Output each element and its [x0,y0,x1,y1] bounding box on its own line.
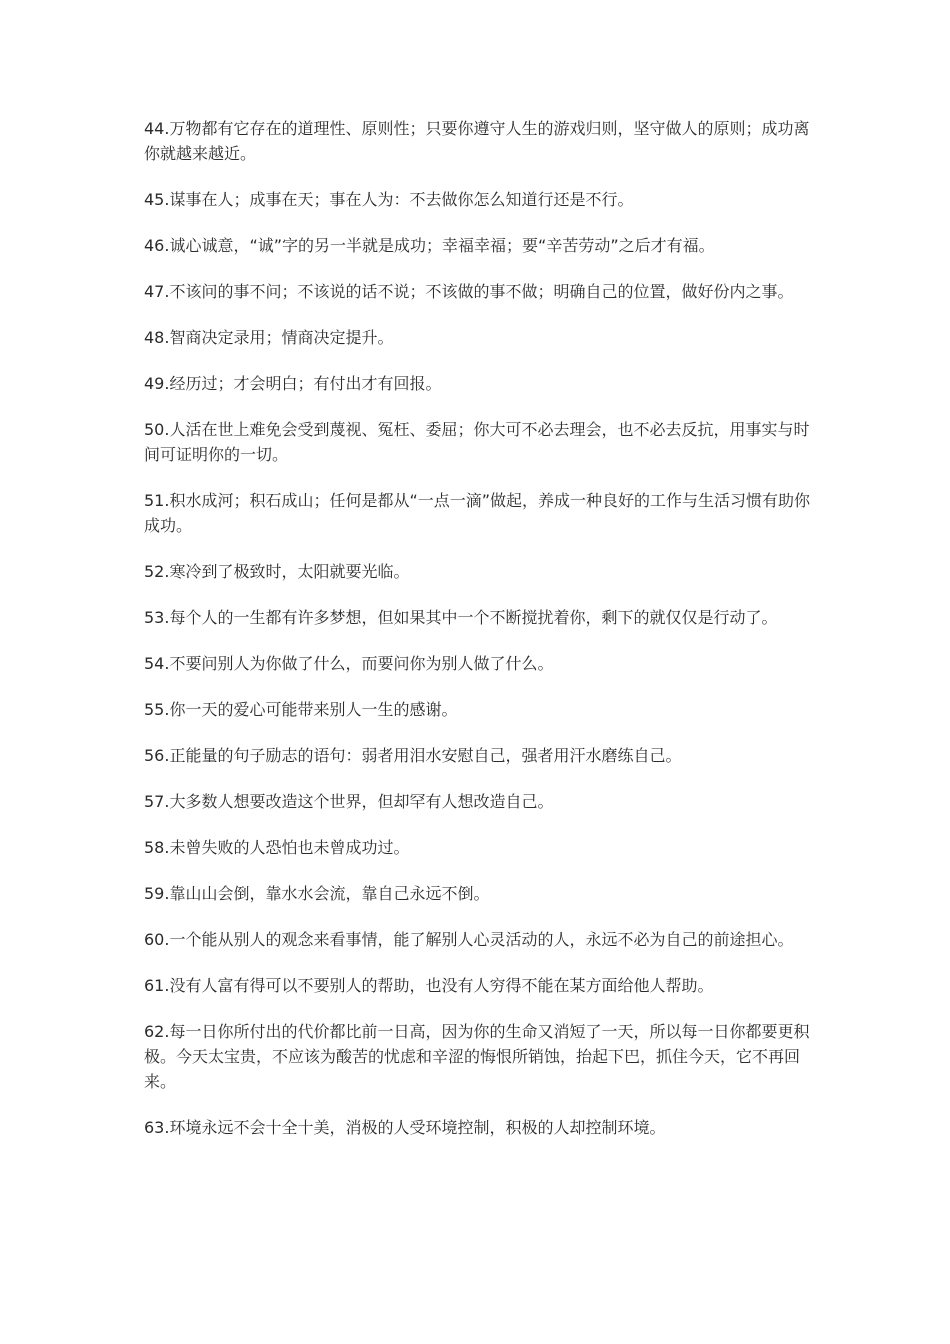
quote-item-52: 52.寒冷到了极致时，太阳就要光临。 [144,562,410,581]
quote-item-53: 53.每个人的一生都有许多梦想，但如果其中一个不断搅扰着你，剩下的就仅仅是行动了。 [144,608,778,627]
quote-item-47: 47.不该问的事不问；不该说的话不说；不该做的事不做；明确自己的位置，做好份内之事。 [144,282,794,301]
quote-item-61: 61.没有人富有得可以不要别人的帮助，也没有人穷得不能在某方面给他人帮助。 [144,976,714,995]
quote-item-45: 45.谋事在人；成事在天；事在人为：不去做你怎么知道行还是不行。 [144,190,634,209]
quote-list [144,116,824,1161]
quote-item-54: 54.不要问别人为你做了什么，而要问你为别人做了什么。 [144,654,554,673]
quote-item-63: 63.环境永远不会十全十美，消极的人受环境控制，积极的人却控制环境。 [144,1118,666,1137]
quote-item-48: 48.智商决定录用；情商决定提升。 [144,328,394,347]
quote-item-49: 49.经历过；才会明白；有付出才有回报。 [144,374,442,393]
quote-item-58: 58.未曾失败的人恐怕也未曾成功过。 [144,838,410,857]
quote-item-60: 60.一个能从别人的观念来看事情，能了解别人心灵活动的人，永远不必为自己的前途担心。 [144,930,794,949]
quote-item-44: 44.万物都有它存在的道理性、原则性；只要你遵守人生的游戏归则，坚守做人的原则；成功离你就越来越近。 [144,119,810,163]
quote-item-51: 51.积水成河；积石成山；任何是都从“一点一滴”做起，养成一种良好的工作与生活习惯有助你成功。 [144,491,811,535]
quote-item-56: 56.正能量的句子励志的语句：弱者用泪水安慰自己，强者用汗水磨练自己。 [144,746,682,765]
quote-item-59: 59.靠山山会倒，靠水水会流，靠自己永远不倒。 [144,884,490,903]
quote-item-62: 62.每一日你所付出的代价都比前一日高，因为你的生命又消短了一天，所以每一日你都要更积极。今天太宝贵，不应该为酸苦的忧虑和辛涩的悔恨所销蚀，抬起下巴，抓住今天，它不再回来。 [144,1022,810,1091]
quote-item-46: 46.诚心诚意，“诚”字的另一半就是成功；幸福幸福；要“辛苦劳动”之后才有福。 [144,236,715,255]
quote-item-57: 57.大多数人想要改造这个世界，但却罕有人想改造自己。 [144,792,554,811]
quote-item-55: 55.你一天的爱心可能带来别人一生的感谢。 [144,700,458,719]
quote-item-50: 50.人活在世上难免会受到蔑视、冤枉、委屈；你大可不必去理会，也不必去反抗，用事实与时间可证明你的一切。 [144,420,810,464]
